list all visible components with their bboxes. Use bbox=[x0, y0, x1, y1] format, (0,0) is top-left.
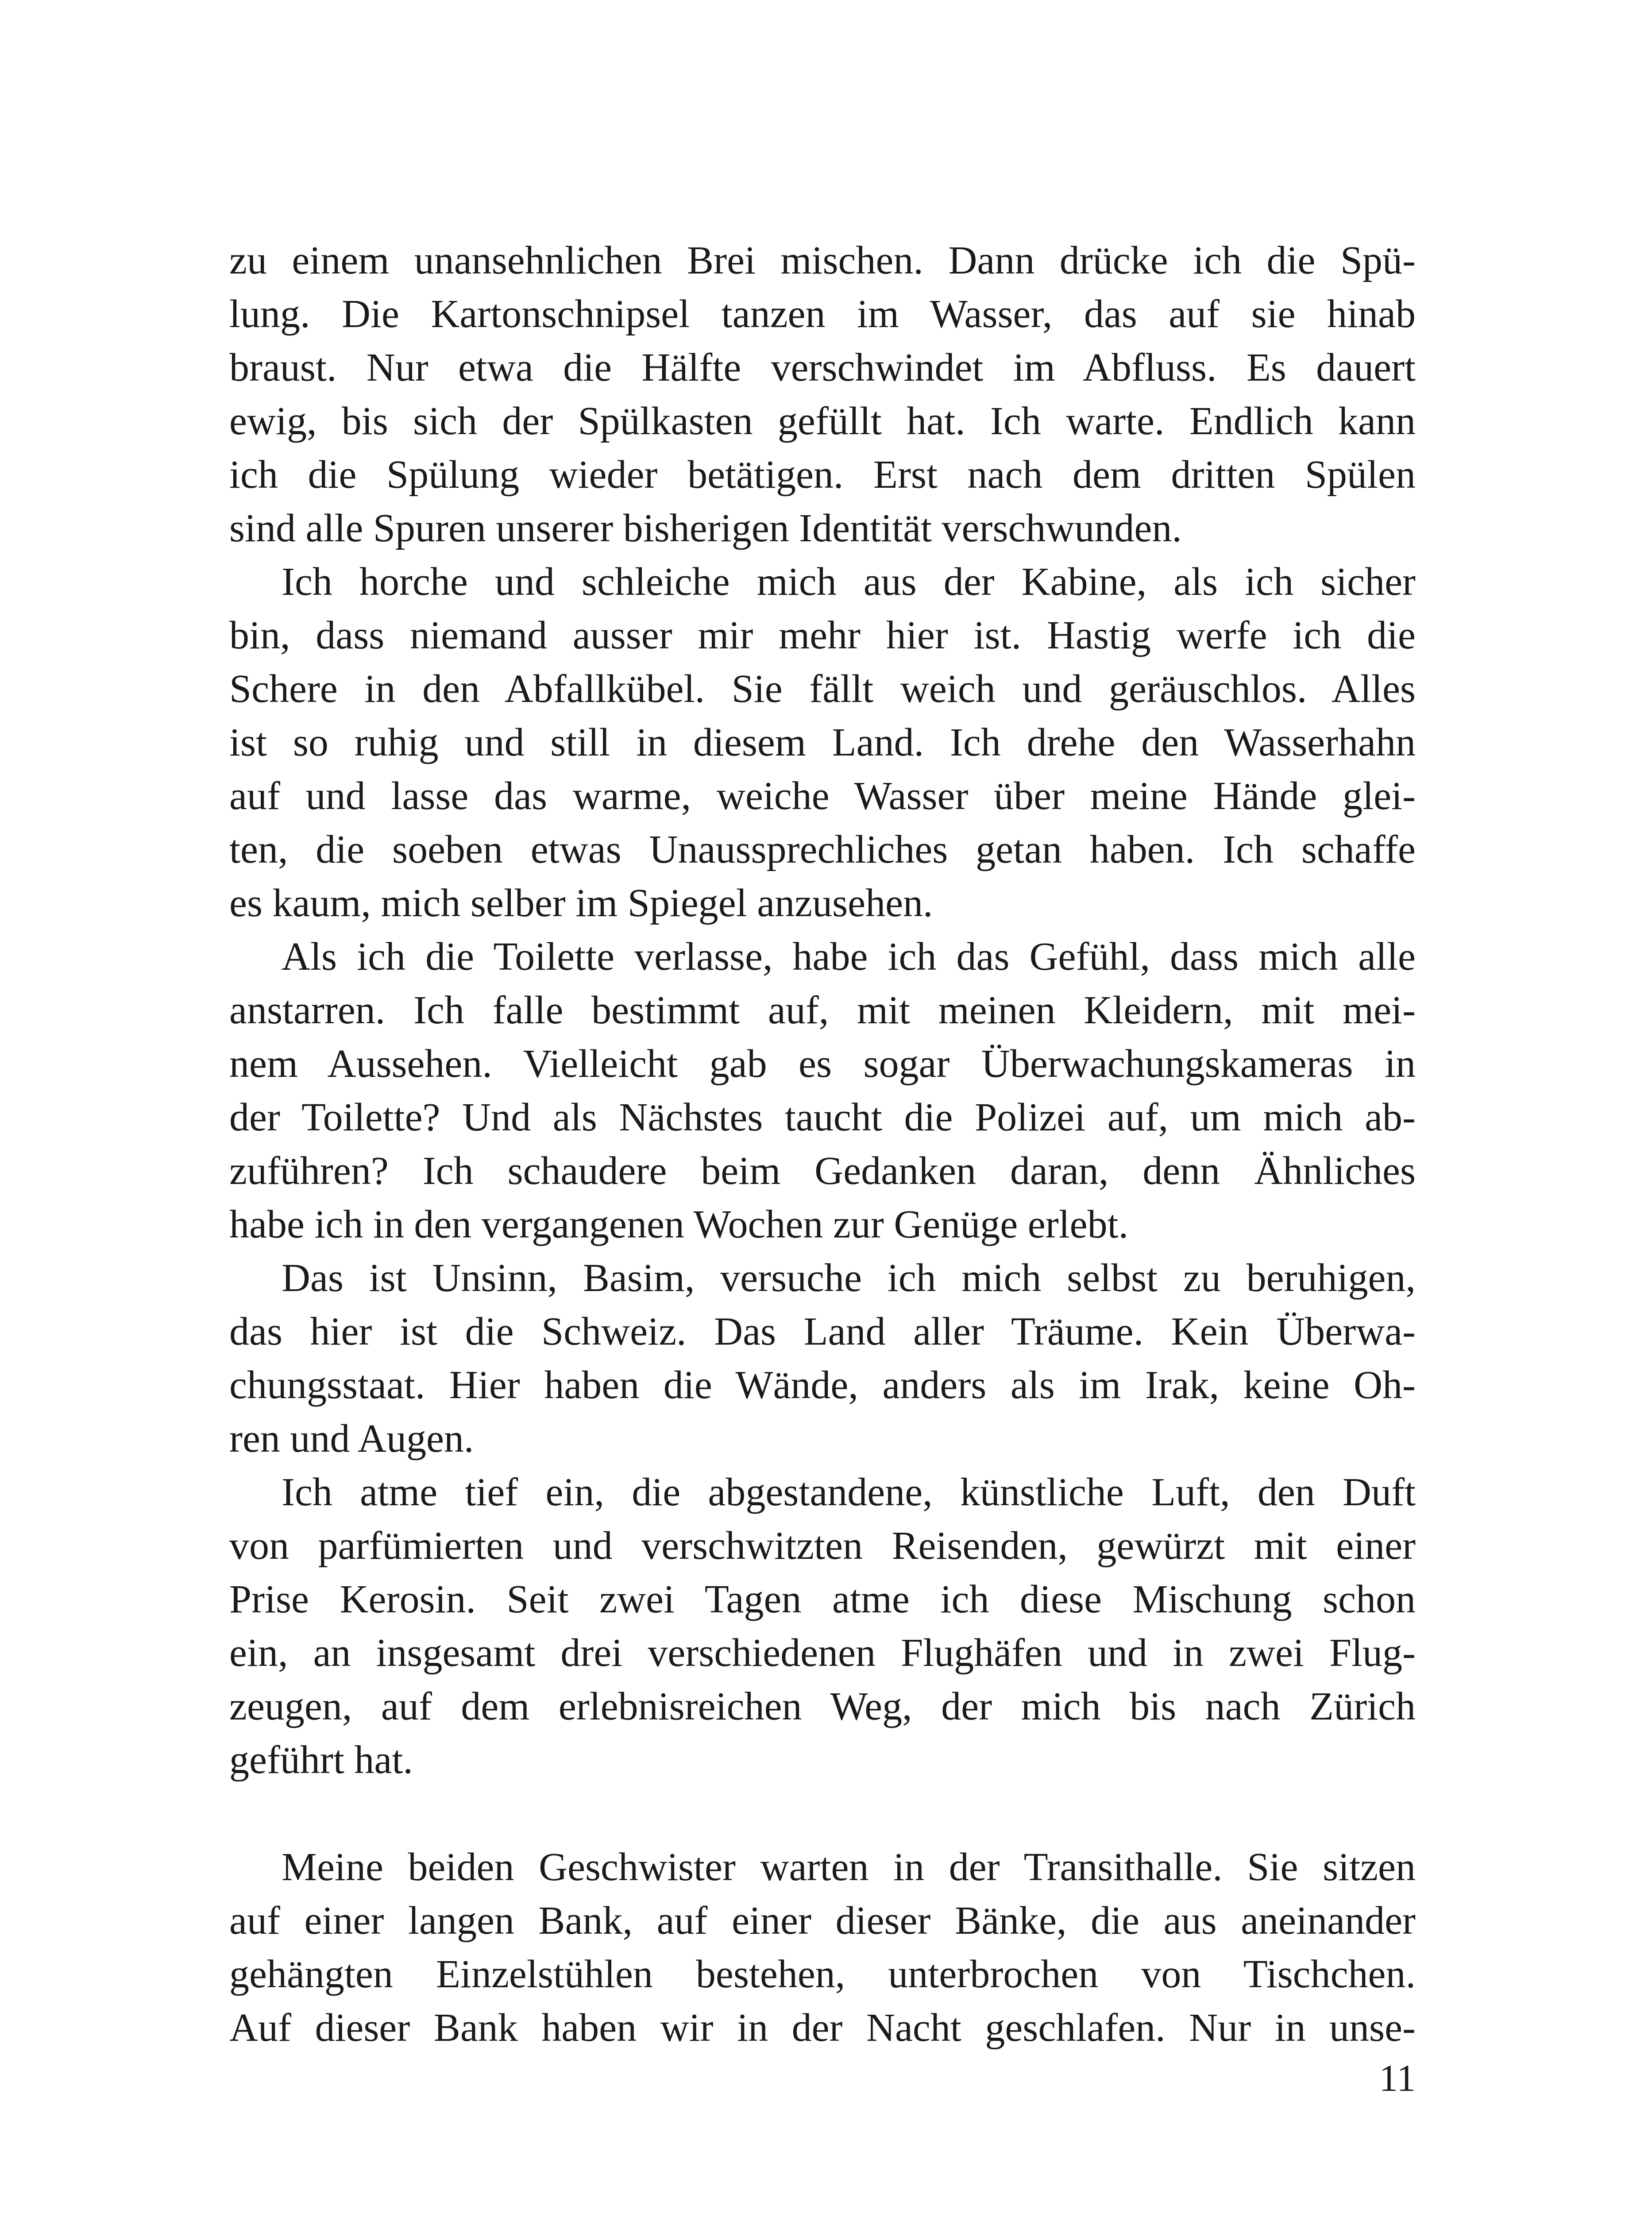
page-number: 11 bbox=[1379, 2057, 1416, 2099]
text-line: Prise Kerosin. Seit zwei Tagen atme ich diese Mischung schon bbox=[229, 1577, 1416, 1621]
text-line: zu einem unansehnlichen Brei mischen. Dann drücke ich die Spü- bbox=[229, 239, 1416, 282]
text-line: auf und lasse das warme, weiche Wasser über meine Hände glei- bbox=[229, 774, 1416, 818]
paragraph bbox=[229, 234, 1416, 555]
text-line: der Toilette? Und als Nächstes taucht die Polizei auf, um mich ab- bbox=[229, 1095, 1416, 1139]
text-line: anstarren. Ich falle bestimmt auf, mit meinen Kleidern, mit mei- bbox=[229, 988, 1416, 1032]
text-line: nem Aussehen. Vielleicht gab es sogar Überwachungskameras in bbox=[229, 1042, 1416, 1086]
paragraph bbox=[229, 1465, 1416, 1787]
text-line: Ich horche und schleiche mich aus der Kabine, als ich sicher bbox=[282, 560, 1416, 604]
text-line: bin, dass niemand ausser mir mehr hier ist. Hastig werfe ich die bbox=[229, 613, 1416, 657]
text-line: ten, die soeben etwas Unaussprechliches getan haben. Ich schaffe bbox=[229, 828, 1416, 871]
paragraph bbox=[229, 930, 1416, 1251]
paragraph bbox=[229, 555, 1416, 930]
text-line: chungsstaat. Hier haben die Wände, anders als im Irak, keine Oh- bbox=[229, 1363, 1416, 1407]
text-line: das hier ist die Schweiz. Das Land aller Träume. Kein Überwa- bbox=[229, 1310, 1416, 1353]
section-break bbox=[229, 1787, 1416, 1840]
text-line: Ich atme tief ein, die abgestandene, künstliche Luft, den Duft bbox=[282, 1470, 1416, 1514]
text-line: habe ich in den vergangenen Wochen zur Genüge erlebt. bbox=[229, 1203, 1129, 1246]
text-line: Auf dieser Bank haben wir in der Nacht geschlafen. Nur in unse- bbox=[229, 2006, 1416, 2050]
text-line: geführt hat. bbox=[229, 1738, 413, 1782]
text-line: Als ich die Toilette verlasse, habe ich das Gefühl, dass mich alle bbox=[282, 935, 1416, 979]
text-line: ein, an insgesamt drei verschiedenen Flughäfen und in zwei Flug- bbox=[229, 1631, 1416, 1675]
text-line: es kaum, mich selber im Spiegel anzusehen. bbox=[229, 881, 933, 925]
text-line: Schere in den Abfallkübel. Sie fällt weich und geräuschlos. Alles bbox=[229, 667, 1416, 711]
text-line: ewig, bis sich der Spülkasten gefüllt hat. Ich warte. Endlich kann bbox=[229, 399, 1416, 443]
text-line: braust. Nur etwa die Hälfte verschwindet im Abfluss. Es dauert bbox=[229, 346, 1416, 389]
body-text bbox=[229, 234, 1416, 2055]
text-line: lung. Die Kartonschnipsel tanzen im Wasser, das auf sie hinab bbox=[229, 292, 1416, 336]
paragraph bbox=[229, 1840, 1416, 2055]
text-line: gehängten Einzelstühlen bestehen, unterbrochen von Tischchen. bbox=[229, 1952, 1416, 1996]
text-line: Meine beiden Geschwister warten in der Transithalle. Sie sitzen bbox=[282, 1845, 1416, 1889]
text-line: ren und Augen. bbox=[229, 1417, 474, 1461]
text-line: zeugen, auf dem erlebnisreichen Weg, der mich bis nach Zürich bbox=[229, 1685, 1416, 1728]
paragraph bbox=[229, 1251, 1416, 1465]
text-line: ist so ruhig und still in diesem Land. Ich drehe den Wasserhahn bbox=[229, 721, 1416, 764]
text-line: ich die Spülung wieder betätigen. Erst nach dem dritten Spülen bbox=[229, 453, 1416, 497]
text-line: zuführen? Ich schaudere beim Gedanken daran, denn Ähnliches bbox=[229, 1149, 1416, 1193]
text-line: von parfümierten und verschwitzten Reisenden, gewürzt mit einer bbox=[229, 1524, 1416, 1568]
text-line: sind alle Spuren unserer bisherigen Identität verschwunden. bbox=[229, 506, 1182, 550]
text-line: Das ist Unsinn, Basim, versuche ich mich selbst zu beruhigen, bbox=[282, 1256, 1416, 1300]
text-line: auf einer langen Bank, auf einer dieser Bänke, die aus aneinander bbox=[229, 1899, 1416, 1943]
